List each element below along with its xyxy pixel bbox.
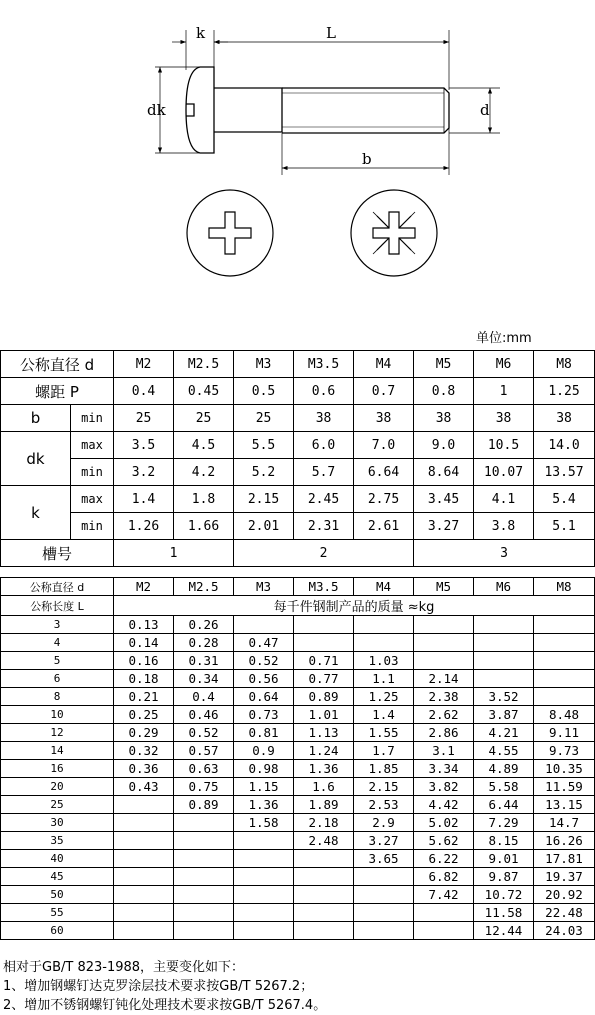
- size-cell: M6: [474, 351, 534, 378]
- mass-cell: 1.13: [294, 724, 354, 742]
- value-cell: 25: [114, 405, 174, 432]
- mass-cell: 0.21: [114, 688, 174, 706]
- mass-cell: 1.4: [354, 706, 414, 724]
- row-pitch: [1, 378, 595, 405]
- value-cell: 9.0: [414, 432, 474, 459]
- mass-cell: [534, 688, 595, 706]
- size-cell: M3.5: [294, 578, 354, 596]
- value-cell: 25: [174, 405, 234, 432]
- mass-cell: [294, 904, 354, 922]
- value-cell: 0.8: [414, 378, 474, 405]
- length-cell: 45: [1, 868, 114, 886]
- mass-cell: 0.43: [114, 778, 174, 796]
- mass-cell: [234, 616, 294, 634]
- size-cell: M4: [354, 351, 414, 378]
- row-b: [1, 405, 595, 432]
- value-cell: 4.5: [174, 432, 234, 459]
- mass-cell: 1.89: [294, 796, 354, 814]
- mass-cell: [414, 634, 474, 652]
- mass-cell: 3.34: [414, 760, 474, 778]
- size-cell: M3: [234, 578, 294, 596]
- mass-cell: 3.82: [414, 778, 474, 796]
- value-cell: 38: [414, 405, 474, 432]
- mass-cell: 2.9: [354, 814, 414, 832]
- screw-technical-drawing: [0, 0, 595, 320]
- length-cell: 14: [1, 742, 114, 760]
- mass-cell: 11.59: [534, 778, 595, 796]
- value-cell: 1.4: [114, 486, 174, 513]
- mass-cell: 2.15: [354, 778, 414, 796]
- mass-cell: 0.36: [114, 760, 174, 778]
- length-cell: 20: [1, 778, 114, 796]
- mass-cell: 3.1: [414, 742, 474, 760]
- mass-cell: [234, 886, 294, 904]
- mass-cell: 3.87: [474, 706, 534, 724]
- dim-label-b: b: [362, 150, 372, 168]
- mass-cell: 0.14: [114, 634, 174, 652]
- table-row: [1, 904, 595, 922]
- mass-cell: 6.82: [414, 868, 474, 886]
- value-cell: 2.15: [234, 486, 294, 513]
- value-cell: 38: [294, 405, 354, 432]
- header-recess: 槽号: [1, 540, 114, 567]
- mass-cell: [534, 634, 595, 652]
- mass-cell: [294, 616, 354, 634]
- length-cell: 4: [1, 634, 114, 652]
- size-cell: M3: [234, 351, 294, 378]
- mass-cell: 1.15: [234, 778, 294, 796]
- length-cell: 6: [1, 670, 114, 688]
- table-row: [1, 814, 595, 832]
- recess-cell: 1: [114, 540, 234, 567]
- dim-label-k: k: [196, 24, 206, 42]
- mass-cell: [114, 814, 174, 832]
- dim-label-L: L: [326, 24, 336, 42]
- value-cell: 3.45: [414, 486, 474, 513]
- mass-cell: 0.89: [174, 796, 234, 814]
- mass-cell: [174, 922, 234, 940]
- mass-cell: 9.01: [474, 850, 534, 868]
- table-row: [1, 832, 595, 850]
- value-cell: 10.5: [474, 432, 534, 459]
- size-cell: M5: [414, 578, 474, 596]
- mass-cell: 5.02: [414, 814, 474, 832]
- mass-cell: 0.71: [294, 652, 354, 670]
- dim-label-d: d: [480, 101, 490, 119]
- value-cell: 8.64: [414, 459, 474, 486]
- header-nominal-length: 公称长度 L: [1, 596, 114, 616]
- note-line: 1、增加钢螺钉达克罗涂层技术要求按GB/T 5267.2；: [3, 979, 314, 994]
- mass-cell: [354, 868, 414, 886]
- value-cell: 6.0: [294, 432, 354, 459]
- table-row: [1, 688, 595, 706]
- mass-cell: 2.48: [294, 832, 354, 850]
- mass-cell: [294, 850, 354, 868]
- length-cell: 40: [1, 850, 114, 868]
- mass-cell: [114, 922, 174, 940]
- mass-cell: 0.9: [234, 742, 294, 760]
- mass-cell: [414, 616, 474, 634]
- mass-cell: [114, 886, 174, 904]
- mass-cell: [114, 832, 174, 850]
- mass-cell: 0.13: [114, 616, 174, 634]
- mass-cell: 10.72: [474, 886, 534, 904]
- mass-cell: 1.55: [354, 724, 414, 742]
- row-dk-max: [1, 432, 595, 459]
- mass-cell: 1.58: [234, 814, 294, 832]
- header-b-min: min: [71, 405, 114, 432]
- mass-cell: 0.52: [174, 724, 234, 742]
- length-cell: 3: [1, 616, 114, 634]
- header-b: b: [1, 405, 71, 432]
- mass-cell: [474, 616, 534, 634]
- mass-cell: 0.57: [174, 742, 234, 760]
- mass-cell: 1.36: [294, 760, 354, 778]
- mass-cell: [234, 850, 294, 868]
- header-dk-max: max: [71, 432, 114, 459]
- value-cell: 2.61: [354, 513, 414, 540]
- row-dk-min: [1, 459, 595, 486]
- mass-cell: 9.87: [474, 868, 534, 886]
- mass-cell: 2.14: [414, 670, 474, 688]
- size-cell: M2: [114, 351, 174, 378]
- mass-cell: 0.73: [234, 706, 294, 724]
- mass-cell: [294, 886, 354, 904]
- mass-cell: 0.64: [234, 688, 294, 706]
- length-cell: 35: [1, 832, 114, 850]
- notes: [3, 958, 326, 1015]
- mass-cell: 0.47: [234, 634, 294, 652]
- mass-cell: 12.44: [474, 922, 534, 940]
- value-cell: 5.2: [234, 459, 294, 486]
- table-row: [1, 652, 595, 670]
- mass-cell: [234, 922, 294, 940]
- mass-cell: 16.26: [534, 832, 595, 850]
- mass-cell: 8.15: [474, 832, 534, 850]
- recess-cell: 3: [414, 540, 595, 567]
- mass-cell: 22.48: [534, 904, 595, 922]
- size-cell: M2.5: [174, 351, 234, 378]
- mass-cell: 0.28: [174, 634, 234, 652]
- mass-cell: [114, 904, 174, 922]
- value-cell: 4.1: [474, 486, 534, 513]
- mass-cell: 14.7: [534, 814, 595, 832]
- mass-cell: [474, 634, 534, 652]
- value-cell: 1.26: [114, 513, 174, 540]
- mass-cell: 0.4: [174, 688, 234, 706]
- mass-cell: 0.81: [234, 724, 294, 742]
- row-recess-number: [1, 540, 595, 567]
- size-cell: M2.5: [174, 578, 234, 596]
- recess-cell: 2: [234, 540, 414, 567]
- length-cell: 50: [1, 886, 114, 904]
- size-cell: M6: [474, 578, 534, 596]
- mass-cell: 0.52: [234, 652, 294, 670]
- value-cell: 3.27: [414, 513, 474, 540]
- length-cell: 12: [1, 724, 114, 742]
- mass-table: [0, 577, 595, 940]
- header-dk-min: min: [71, 459, 114, 486]
- mass-cell: [234, 904, 294, 922]
- mass-cell: 2.62: [414, 706, 474, 724]
- mass-cell: [294, 634, 354, 652]
- mass-cell: [174, 832, 234, 850]
- mass-cell: 2.53: [354, 796, 414, 814]
- mass-cell: 1.7: [354, 742, 414, 760]
- mass-caption: 每千件钢制产品的质量 ≈kg: [114, 596, 595, 616]
- mass-cell: [174, 886, 234, 904]
- value-cell: 2.31: [294, 513, 354, 540]
- length-cell: 25: [1, 796, 114, 814]
- length-cell: 60: [1, 922, 114, 940]
- mass-cell: 0.63: [174, 760, 234, 778]
- mass-cell: 0.77: [294, 670, 354, 688]
- mass-cell: 17.81: [534, 850, 595, 868]
- mass-cell: 7.29: [474, 814, 534, 832]
- mass-cell: 4.21: [474, 724, 534, 742]
- value-cell: 5.4: [534, 486, 595, 513]
- pozidriv-recess-view: [351, 190, 437, 276]
- table-row: [1, 616, 595, 634]
- mass-cell: 3.52: [474, 688, 534, 706]
- mass-cell: 9.73: [534, 742, 595, 760]
- row-nominal-diameter: [1, 351, 595, 378]
- mass-cell: 10.35: [534, 760, 595, 778]
- value-cell: 3.5: [114, 432, 174, 459]
- mass-cell: 7.42: [414, 886, 474, 904]
- mass-cell: 13.15: [534, 796, 595, 814]
- mass-cell: [234, 868, 294, 886]
- table-row: [1, 742, 595, 760]
- mass-cell: [174, 904, 234, 922]
- header-pitch: 螺距 P: [1, 378, 114, 405]
- mass-cell: 0.18: [114, 670, 174, 688]
- length-cell: 16: [1, 760, 114, 778]
- value-cell: 3.8: [474, 513, 534, 540]
- dim-label-dk: dk: [147, 101, 166, 119]
- mass-cell: 5.58: [474, 778, 534, 796]
- mass-cell: [114, 796, 174, 814]
- size-cell: M2: [114, 578, 174, 596]
- mass-cell: [534, 616, 595, 634]
- value-cell: 2.01: [234, 513, 294, 540]
- length-cell: 10: [1, 706, 114, 724]
- value-cell: 0.4: [114, 378, 174, 405]
- mass-cell: [114, 850, 174, 868]
- mass-cell: [354, 922, 414, 940]
- size-cell: M8: [534, 578, 595, 596]
- mass-cell: 3.65: [354, 850, 414, 868]
- mass-cell: 0.26: [174, 616, 234, 634]
- mass-cell: [414, 652, 474, 670]
- size-cell: M5: [414, 351, 474, 378]
- mass-cell: 6.22: [414, 850, 474, 868]
- header-k: k: [1, 486, 71, 540]
- mass-cell: [354, 886, 414, 904]
- mass-cell: 9.11: [534, 724, 595, 742]
- header-k-min: min: [71, 513, 114, 540]
- mass-cell: 0.34: [174, 670, 234, 688]
- value-cell: 5.5: [234, 432, 294, 459]
- mass-cell: [414, 922, 474, 940]
- value-cell: 1.8: [174, 486, 234, 513]
- mass-cell: 0.25: [114, 706, 174, 724]
- value-cell: 2.75: [354, 486, 414, 513]
- mass-cell: [354, 904, 414, 922]
- value-cell: 13.57: [534, 459, 595, 486]
- mass-cell: [234, 832, 294, 850]
- note-line: 相对于GB/T 823-1988，主要变化如下：: [3, 960, 245, 975]
- row-k-max: [1, 486, 595, 513]
- mass-cell: [294, 868, 354, 886]
- value-cell: 38: [354, 405, 414, 432]
- value-cell: 38: [534, 405, 595, 432]
- header-dk: dk: [1, 432, 71, 486]
- value-cell: 6.64: [354, 459, 414, 486]
- value-cell: 2.45: [294, 486, 354, 513]
- value-cell: 4.2: [174, 459, 234, 486]
- value-cell: 7.0: [354, 432, 414, 459]
- mass-cell: 0.46: [174, 706, 234, 724]
- value-cell: 1.66: [174, 513, 234, 540]
- mass-cell: [414, 904, 474, 922]
- value-cell: 1: [474, 378, 534, 405]
- phillips-recess-view: [187, 190, 273, 276]
- table-row: [1, 922, 595, 940]
- mass-cell: [354, 634, 414, 652]
- mass-cell: 0.56: [234, 670, 294, 688]
- length-cell: 30: [1, 814, 114, 832]
- mass-cell: 0.75: [174, 778, 234, 796]
- mass-cell: [474, 652, 534, 670]
- mass-header-sizes: [1, 578, 595, 596]
- mass-cell: 0.29: [114, 724, 174, 742]
- table-row: [1, 778, 595, 796]
- table-row: [1, 868, 595, 886]
- table-row: [1, 670, 595, 688]
- mass-cell: 19.37: [534, 868, 595, 886]
- header-nominal-diameter: 公称直径 d: [1, 578, 114, 596]
- unit-label: 单位:mm: [476, 331, 532, 346]
- mass-cell: 1.1: [354, 670, 414, 688]
- mass-cell: 11.58: [474, 904, 534, 922]
- value-cell: 0.7: [354, 378, 414, 405]
- mass-cell: 0.89: [294, 688, 354, 706]
- mass-cell: 3.27: [354, 832, 414, 850]
- value-cell: 0.5: [234, 378, 294, 405]
- mass-cell: [294, 922, 354, 940]
- mass-cell: [174, 814, 234, 832]
- size-cell: M4: [354, 578, 414, 596]
- mass-cell: 6.44: [474, 796, 534, 814]
- mass-cell: 1.24: [294, 742, 354, 760]
- value-cell: 1.25: [534, 378, 595, 405]
- length-cell: 55: [1, 904, 114, 922]
- mass-cell: [534, 652, 595, 670]
- mass-cell: 0.98: [234, 760, 294, 778]
- mass-cell: 4.42: [414, 796, 474, 814]
- value-cell: 3.2: [114, 459, 174, 486]
- value-cell: 25: [234, 405, 294, 432]
- value-cell: 10.07: [474, 459, 534, 486]
- table-row: [1, 886, 595, 904]
- length-cell: 5: [1, 652, 114, 670]
- header-k-max: max: [71, 486, 114, 513]
- table-row: [1, 796, 595, 814]
- mass-table-body: [1, 616, 595, 940]
- value-cell: 5.7: [294, 459, 354, 486]
- mass-header-caption: [1, 596, 595, 616]
- mass-cell: 1.85: [354, 760, 414, 778]
- mass-cell: 8.48: [534, 706, 595, 724]
- mass-cell: [174, 850, 234, 868]
- mass-cell: 2.86: [414, 724, 474, 742]
- mass-cell: 1.01: [294, 706, 354, 724]
- value-cell: 14.0: [534, 432, 595, 459]
- length-cell: 8: [1, 688, 114, 706]
- mass-cell: 0.32: [114, 742, 174, 760]
- header-nominal-diameter: 公称直径 d: [1, 351, 114, 378]
- mass-cell: 5.62: [414, 832, 474, 850]
- table-row: [1, 760, 595, 778]
- mass-cell: 4.89: [474, 760, 534, 778]
- mass-cell: 1.6: [294, 778, 354, 796]
- note-line: 2、增加不锈钢螺钉钝化处理技术要求按GB/T 5267.4。: [3, 998, 327, 1013]
- value-cell: 0.45: [174, 378, 234, 405]
- table-row: [1, 724, 595, 742]
- mass-cell: 4.55: [474, 742, 534, 760]
- mass-cell: 1.25: [354, 688, 414, 706]
- mass-cell: 1.03: [354, 652, 414, 670]
- mass-cell: 1.36: [234, 796, 294, 814]
- mass-cell: 24.03: [534, 922, 595, 940]
- dimension-spec-table: [0, 350, 595, 567]
- table-row: [1, 850, 595, 868]
- mass-cell: [534, 670, 595, 688]
- mass-cell: [474, 670, 534, 688]
- mass-cell: [354, 616, 414, 634]
- mass-cell: 2.38: [414, 688, 474, 706]
- mass-cell: [174, 868, 234, 886]
- mass-cell: 0.16: [114, 652, 174, 670]
- row-k-min: [1, 513, 595, 540]
- table-row: [1, 706, 595, 724]
- mass-cell: [114, 868, 174, 886]
- size-cell: M8: [534, 351, 595, 378]
- mass-cell: 20.92: [534, 886, 595, 904]
- value-cell: 0.6: [294, 378, 354, 405]
- value-cell: 38: [474, 405, 534, 432]
- mass-cell: 2.18: [294, 814, 354, 832]
- screw-side-view: [186, 67, 449, 153]
- mass-cell: 0.31: [174, 652, 234, 670]
- table-row: [1, 634, 595, 652]
- size-cell: M3.5: [294, 351, 354, 378]
- value-cell: 5.1: [534, 513, 595, 540]
